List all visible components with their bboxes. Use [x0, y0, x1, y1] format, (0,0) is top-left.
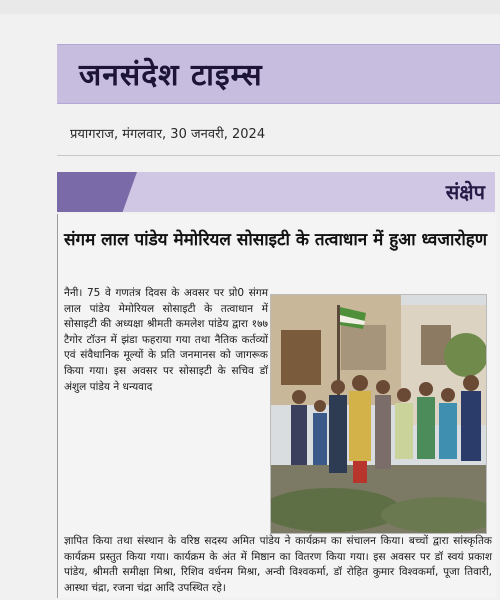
- divider: [57, 155, 500, 156]
- article-photo: [270, 294, 487, 534]
- news-article: [57, 214, 496, 598]
- top-strip: [0, 0, 500, 14]
- section-label: संक्षेप: [445, 180, 485, 204]
- section-tab-decoration: [57, 172, 137, 212]
- article-headline: संगम लाल पांडेय मेमोरियल सोसाइटी के तत्वाधान में हुआ ध्वजारोहण: [64, 230, 488, 250]
- newspaper-title: जनसंदेश टाइम्स: [79, 58, 263, 93]
- dateline: प्रयागराज, मंगलवार, 30 जनवरी, 2024: [70, 127, 266, 142]
- article-body-column: नैनी। 75 वे गणतंत्र दिवस के अवसर पर प्रो0 संगम लाल पांडेय मेमोरियल सोसाइटी के तत्वाधान में सोसाइटी की अध्यक्षा श्रीमती कमलेश पांडेय द्वारा १७७ टैगोर टॉउन में झंडा फहराया गया तथा नैतिक कर्तव्यों एवं संवैधानिक मूल्यों के प्रति जनमानस को जागरूक किया गया। इस अवसर पर सोसाइटी के सचिव डॉ अंशुल पांडेय ने धन्यवाद: [64, 287, 268, 393]
- section-header: [57, 172, 495, 212]
- masthead: [57, 44, 500, 104]
- article-body-continued: ज्ञापित किया तथा संस्थान के वरिष्ठ सदस्य अमित पांडेय ने कार्यक्रम का संचालन किया। बच्चों द्वारा सांस्कृतिक कार्यक्रम प्रस्तुत किया गया। कार्यक्रम के अंत में मिष्ठान का वितरण किया गया। इस अवसर पर डॉ स्वयं प्रकाश पांडेय, श्रीमती समीक्षा मिश्रा, रिशिव वर्धनम मिश्रा, अन्वी विश्वकर्मा, डॉ रोहित कुमार विश्वकर्मा, पूजा तिवारी, आस्था चंद्रा, रजना चंद्रा आदि उपस्थित रहे।: [64, 535, 492, 594]
